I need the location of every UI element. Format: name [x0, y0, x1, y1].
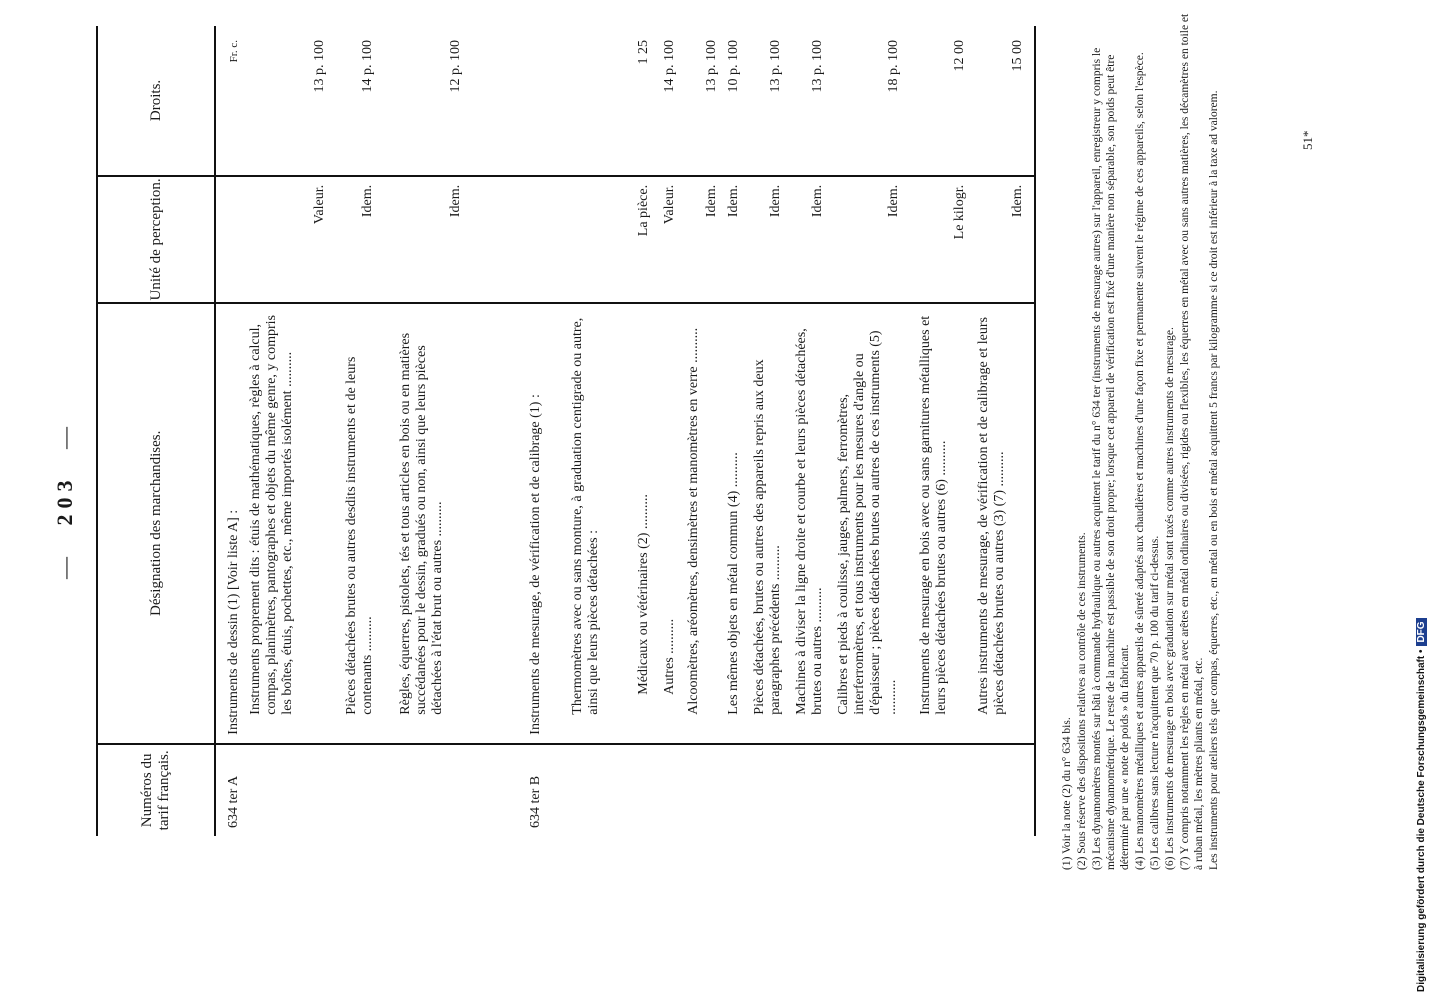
duty-value: 10 p. 100 [726, 40, 741, 93]
table-body [216, 26, 1034, 836]
currency-label: Fr. c. [228, 40, 240, 63]
designation-text: Alcoomètres, aréomètres, densimètres et manomètres en verre .......... [686, 327, 701, 715]
footnote: Les instruments pour ateliers tels que compas, équerres, etc., en métal ou en bois et métal acquittent 5 francs par kilogramme si ce droit est inférieur à la taxe ad valorem. [1208, 90, 1220, 870]
unit-value: Idem. [768, 184, 783, 218]
column-designation [216, 302, 1034, 743]
footnote: (3) Les dynamomètres montés sur bâti à commande hydraulique ou autres acquittent le tarif du n° 634 ter (instruments de mesurage autres) sur l'appareil, enregistreur y compris le mécanisme dynamométrique. Le reste de la machine est passible de son droit propre; lorsque cet appareil de vérification est fixé d'une manière non séparable, son poids peut être déterminé par une « note de poids » du fabricant. [1091, 47, 1131, 870]
unit-value: Idem. [448, 184, 463, 218]
dfg-logo: DFG [1416, 618, 1427, 645]
duty-value: 12 p. 100 [448, 40, 463, 93]
designation-text: Règles, équerres, pistolets, tés et tous articles en bois ou en matières succédanées pour le dessin, gradués ou non, ainsi que leurs pièces détachées à l'état brut ou autres .......... [398, 332, 445, 715]
column-numero [216, 743, 1034, 836]
designation-text: Thermomètres avec ou sans monture, à graduation centigrade ou autre, ainsi que leurs pièces détachées : [570, 317, 601, 715]
duty-value: 13 p. 100 [704, 40, 719, 93]
unit-value: Idem. [810, 184, 825, 218]
page-header: — 203 — [52, 421, 77, 579]
duty-value: 14 p. 100 [662, 40, 677, 93]
footnote: (6) Les instruments de mesurage en bois avec graduation sur métal sont taxés comme autres instruments de mesurage. [1164, 327, 1176, 870]
unit-value: Idem. [726, 184, 741, 218]
designation-text: Instruments de mesurage en bois avec ou sans garnitures métalliques et leurs pièces détachées brutes ou autres (6) .......... [918, 315, 949, 715]
duty-value: 13 p. 100 [312, 40, 327, 93]
footnotes [1060, 10, 1222, 870]
duty-value: 18 p. 100 [886, 40, 901, 93]
tariff-number: 634 ter B [528, 775, 543, 828]
footnote: (7) Y compris notamment les règles en métal avec arêtes en métal ordinaires ou divisées, rigides ou flexibles, les équerres en métal avec ou sans autres matières, les décamètres en toile et à ruban métal, les mètres pliants en métal, etc. [1179, 13, 1205, 870]
unit-value: Valeur. [312, 184, 327, 225]
page-number: 203 [52, 474, 77, 526]
unit-value: Valeur. [662, 184, 677, 225]
duty-value: 15 00 [1010, 40, 1025, 72]
designation-text: Autres instruments de mesurage, de vérification et de calibrage et leurs pièces détachées brutes ou autres (3) (7) .......... [976, 317, 1007, 715]
unit-value: Idem. [360, 184, 375, 218]
designation-text: Instruments de mesurage, de vérification et de calibrage (1) : [528, 394, 543, 735]
footnote: (1) Voir la note (2) du n° 634 bis. [1061, 717, 1073, 870]
duty-value: 12 00 [952, 40, 967, 72]
col-header-unite: Unité de perception. [98, 175, 214, 302]
column-droits [216, 26, 1034, 175]
designation-text: Instruments proprement dits : étuis de mathématiques, règles à calcul, compas, planimètres, pantographes et objets du même genre, y compris les boîtes, étuis, pochettes, etc., même importés isolément .......... [248, 315, 295, 715]
duty-value: 13 p. 100 [810, 40, 825, 93]
duty-value: 13 p. 100 [768, 40, 783, 93]
unit-value: Idem. [886, 184, 901, 218]
table-header [98, 26, 216, 836]
unit-value: Idem. [704, 184, 719, 218]
tariff-table [96, 26, 1036, 836]
designation-text: Pièces détachées brutes ou autres desdits instruments et de leurs contenants .......... [344, 356, 375, 715]
column-unite [216, 175, 1034, 302]
designation-text: Machines à diviser la ligne droite et courbe et leurs pièces détachées, brutes ou autres .......... [794, 328, 825, 715]
designation-text: Autres .......... [662, 618, 677, 695]
col-header-droits: Droits. [147, 79, 164, 122]
digitization-text: Digitalisierung gefördert durch die Deutsche Forschungsgemeinschaft • [1416, 649, 1427, 992]
footnote: (4) Les manomètres métalliques et autres appareils de sûreté adaptés aux chaudières et machines d'une façon fixe et permanente suivent le régime de ces appareils, selon l'espèce. [1134, 52, 1146, 870]
col-header-numero: Numéros du tarif français. [98, 743, 214, 836]
unit-value: La pièce. [636, 184, 651, 237]
col-header-designation: Désignation des marchandises. [98, 302, 214, 743]
designation-text: Instruments de dessin (1) [Voir liste A] : [226, 509, 241, 735]
bottom-page-number: 51* [1300, 130, 1315, 150]
duty-value: 14 p. 100 [360, 40, 375, 93]
footnote: (2) Sous réserve des dispositions relatives au contrôle de ces instruments. [1076, 532, 1088, 870]
footnote: (5) Les calibres sans lecture n'acquittent que 70 p. 100 du tarif ci-dessus. [1149, 535, 1161, 870]
tariff-number: 634 ter A [226, 775, 241, 828]
duty-value: 1 25 [636, 40, 651, 65]
designation-text: Les mêmes objets en métal commun (4) .......... [726, 452, 741, 715]
digitization-credit [1416, 8, 1430, 992]
designation-text: Médicaux ou vétérinaires (2) .......... [636, 494, 651, 695]
designation-text: Pièces détachées, brutes ou autres des appareils repris aux deux paragraphes précédents .......... [752, 359, 783, 715]
unit-value: Idem. [1010, 184, 1025, 218]
designation-text: Calibres et pieds à coulisse, jauges, palmers, ferromètres, interferromètres, et tous instruments pour les mesures d'angle ou d'épaisseur ; pièces détachées brutes ou autres de ces instruments (5) .......... [836, 330, 899, 715]
unit-value: Le kilogr. [952, 184, 967, 240]
